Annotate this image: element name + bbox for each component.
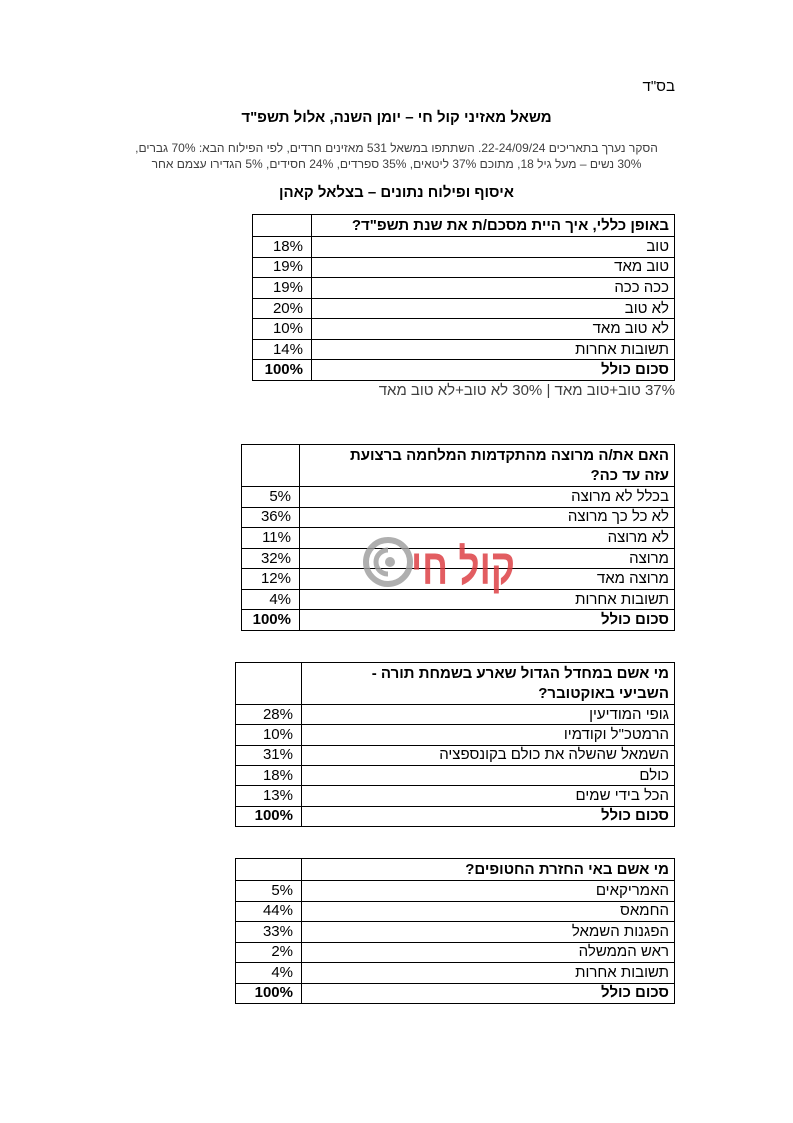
answer-percent: 31% (236, 746, 302, 765)
table-row (253, 236, 674, 257)
total-label: סכום כולל (601, 611, 669, 629)
question-text: מי אשם באי החזרת החטופים? (465, 860, 669, 878)
total-percent: 100% (236, 807, 302, 826)
total-percent: 100% (236, 984, 302, 1004)
table-header-row (236, 663, 674, 704)
answer-label: לא טוב מאד (592, 320, 669, 338)
logo-wordmark: קול חי (411, 539, 515, 595)
intro-line: 30% נשים – מעל גיל 18, מתוכם 37% ליטאים, 35% ספרדים, 24% חסידים, 5% הגדירו עצמם אחר (151, 157, 642, 171)
value-header-cell (253, 215, 312, 236)
answer-label: לא טוב (624, 299, 669, 317)
answer-percent: 18% (253, 237, 312, 257)
intro-line: הסקר נערך בתאריכים 22-24/09/24. השתתפו במשאל 531 מאזינים חרדים, לפי הפילוח הבא: 70% גברים, (135, 141, 658, 155)
total-percent: 100% (253, 360, 312, 380)
total-percent: 100% (242, 610, 300, 630)
table-row (253, 318, 674, 339)
table-row (236, 785, 674, 805)
answer-percent: 19% (253, 258, 312, 278)
answer-label: ראש הממשלה (578, 943, 669, 961)
intro-paragraph (0, 140, 793, 172)
poll-table-year-summary (252, 214, 675, 381)
table-total-row (242, 609, 674, 630)
table-summary-note: 37% טוב+טוב מאד | 30% לא טוב+לא טוב מאד (378, 382, 675, 399)
answer-label: הפגנות השמאל (571, 922, 669, 940)
table-row (253, 298, 674, 319)
poll-table-war-progress (241, 444, 675, 631)
table-total-row (236, 983, 674, 1004)
table-row (242, 548, 674, 569)
poll-table-blame-hostages (235, 858, 675, 1004)
question-cell (300, 445, 674, 486)
question-text: מי אשם במחדל הגדול שארע בשמחת תורה - (371, 664, 669, 682)
table-row (236, 880, 674, 901)
answer-label: טוב מאד (614, 258, 669, 276)
answer-label: האמריקאים (595, 881, 669, 899)
answer-percent: 12% (242, 569, 300, 589)
answer-percent: 28% (236, 705, 302, 724)
total-label: סכום כולל (601, 361, 669, 379)
table-row (253, 339, 674, 360)
answer-percent: 13% (236, 786, 302, 805)
value-header-cell (242, 445, 300, 486)
poll-table-blame-october-7 (235, 662, 675, 827)
answer-label: תשובות אחרות (575, 590, 669, 608)
question-text: האם את/ה מרוצה מהתקדמות המלחמה ברצועת (349, 446, 669, 464)
question-cell (312, 215, 674, 236)
answer-percent: 2% (236, 943, 302, 963)
table-row (242, 527, 674, 548)
table-row (253, 257, 674, 278)
answer-percent: 4% (236, 963, 302, 983)
answer-percent: 4% (242, 590, 300, 610)
table-total-row (253, 359, 674, 380)
answer-percent: 10% (236, 725, 302, 744)
answer-label: מרוצה מאד (596, 570, 669, 588)
answer-percent: 5% (242, 487, 300, 507)
table-total-row (236, 806, 674, 826)
answer-percent: 10% (253, 319, 312, 339)
page-title: משאל מאזיני קול חי – יומן השנה, אלול תשפ"ד (241, 109, 552, 126)
table-row (236, 942, 674, 963)
answer-label: מרוצה (629, 549, 669, 567)
answer-percent: 44% (236, 902, 302, 922)
question-text: באופן כללי, איך היית מסכם/ת את שנת תשפ"ד? (351, 216, 669, 234)
table-row (242, 589, 674, 610)
answer-percent: 20% (253, 299, 312, 319)
value-header-cell (236, 663, 302, 704)
table-header-row (236, 859, 674, 880)
table-header-row (253, 215, 674, 236)
answer-label: הרמטכ"ל וקודמיו (563, 725, 669, 743)
answer-label: בכלל לא מרוצה (571, 487, 669, 505)
question-text: עזה עד כה? (590, 466, 669, 484)
credits-subtitle: איסוף ופילוח נתונים – בצלאל קאהן (279, 184, 514, 201)
table-row (236, 921, 674, 942)
table-row (253, 277, 674, 298)
answer-label: השמאל שהשלה את כולם בקונספציה (439, 746, 669, 764)
table-row (236, 962, 674, 983)
answer-percent: 36% (242, 508, 300, 528)
table-row (242, 568, 674, 589)
answer-percent: 14% (253, 340, 312, 360)
question-cell (302, 859, 674, 880)
answer-label: החמאס (620, 902, 669, 920)
answer-label: תשובות אחרות (575, 340, 669, 358)
table-row (236, 724, 674, 744)
answer-label: תשובות אחרות (575, 963, 669, 981)
table-row (242, 507, 674, 528)
table-header-row (242, 445, 674, 486)
table-row (236, 765, 674, 785)
value-header-cell (236, 859, 302, 880)
answer-label: הכל בידי שמים (575, 786, 669, 804)
answer-label: ככה ככה (614, 278, 669, 296)
answer-percent: 33% (236, 922, 302, 942)
question-text: השביעי באוקטובר? (538, 684, 669, 702)
answer-label: גופי המודיעין (589, 705, 669, 723)
answer-percent: 11% (242, 528, 300, 548)
answer-label: לא כל כך מרוצה (567, 508, 669, 526)
total-label: סכום כולל (601, 807, 669, 825)
answer-percent: 18% (236, 766, 302, 785)
blessing-header: בס"ד (642, 78, 675, 95)
answer-label: טוב (646, 237, 669, 255)
answer-percent: 19% (253, 278, 312, 298)
answer-label: לא מרוצה (607, 528, 669, 546)
total-label: סכום כולל (601, 984, 669, 1002)
answer-label: כולם (639, 766, 669, 784)
table-row (242, 486, 674, 507)
question-cell (302, 663, 674, 704)
answer-percent: 32% (242, 549, 300, 569)
table-row (236, 901, 674, 922)
answer-percent: 5% (236, 881, 302, 901)
table-row (236, 704, 674, 724)
table-row (236, 745, 674, 765)
